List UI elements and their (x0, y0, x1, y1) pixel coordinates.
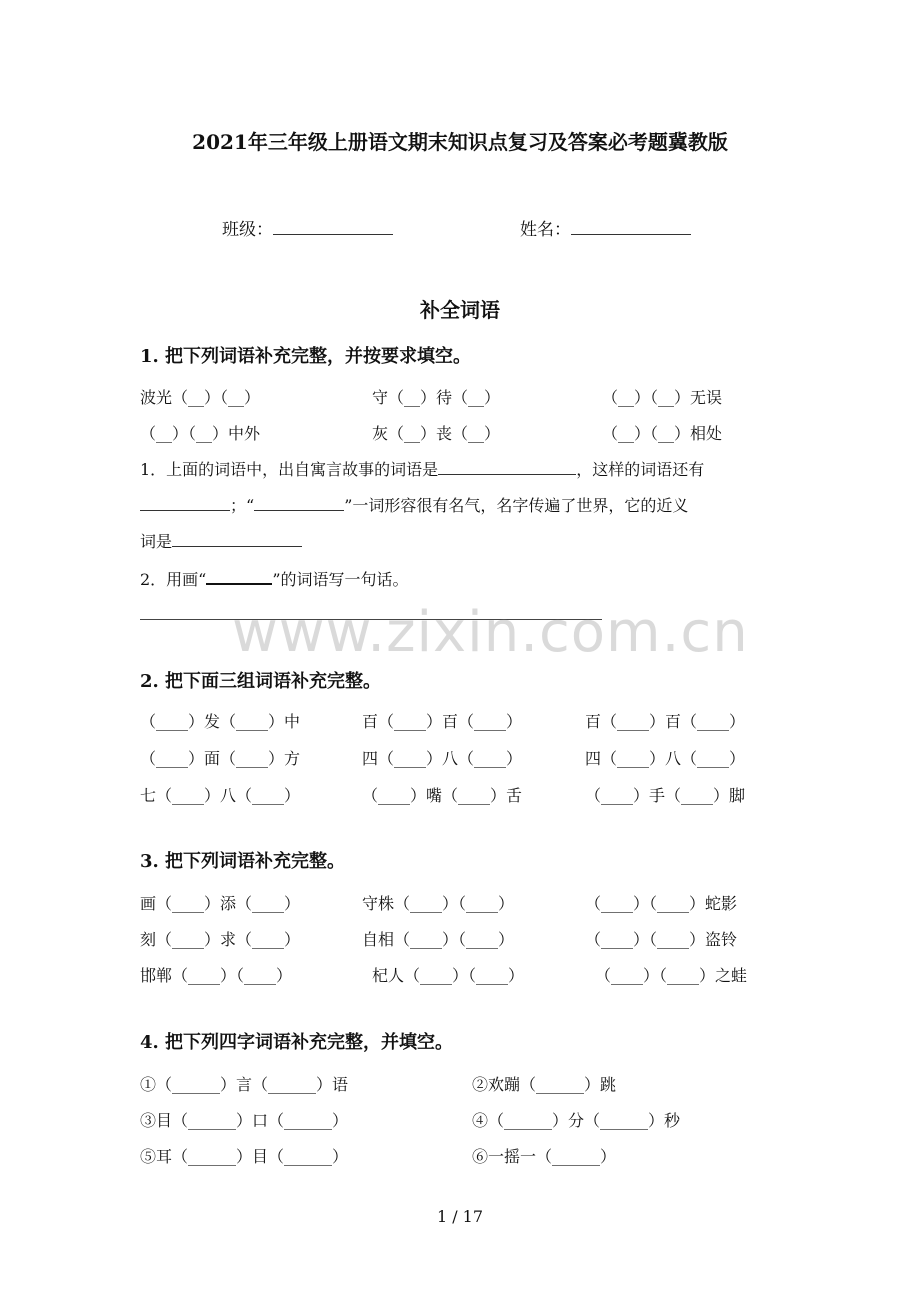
q3-item: 守株（____）（____） (362, 894, 515, 913)
section-title: 补全词语 (420, 298, 500, 322)
class-field (222, 215, 393, 240)
q3-item: （____）（____）蛇影 (585, 894, 738, 913)
q4-item: ④（______）分（______）秒 (472, 1111, 681, 1130)
q1-item: （__）（__）相处 (602, 424, 723, 443)
q1-item: 波光（__）（__） (140, 388, 261, 407)
q2-item: 七（____）八（____） (140, 786, 301, 805)
watermark: www.zixin.com.cn (232, 600, 749, 665)
q3-item: （____）（____）之蛙 (595, 966, 748, 985)
q3-heading: 3. 把下列词语补充完整。 (140, 851, 346, 872)
q1-sub1-text: 词是 (140, 532, 173, 551)
q1-sub2-text: ”的词语写一句话。 (272, 570, 409, 589)
q1-heading: 1. 把下列词语补充完整，并按要求填空。 (140, 346, 472, 367)
q1-sub1-line2 (140, 493, 688, 516)
q2-item: （____）发（____）中 (140, 712, 301, 731)
q3-item: 杞人（____）（____） (372, 966, 525, 985)
q2-heading: 2. 把下面三组词语补充完整。 (140, 671, 382, 692)
q1-sub2-text: 2．用画“ (140, 570, 207, 589)
q1-sub2-marker (206, 569, 272, 585)
q2-item: 四（____）八（____） (585, 749, 746, 768)
q1-item: 灰（__）丧（__） (372, 424, 501, 443)
q3-item: （____）（____）盗铃 (585, 930, 738, 949)
q1-item: （__）（__）中外 (140, 424, 261, 443)
class-blank[interactable] (273, 220, 393, 235)
q2-item: （____）嘴（____）舌 (362, 786, 523, 805)
page-number: 1 / 17 (436, 1207, 484, 1226)
q1-sub1-text: ；“ (230, 496, 255, 515)
q4-item: ①（______）言（______）语 (140, 1075, 349, 1094)
document-title: 2021年三年级上册语文期末知识点复习及答案必考题冀教版 (192, 130, 728, 154)
q4-item: ⑥一摇一（______） (472, 1147, 617, 1166)
q3-item: 邯郸（____）（____） (140, 966, 293, 985)
name-label: 姓名： (520, 220, 571, 240)
q1-item: （__）（__）无误 (602, 388, 723, 407)
q2-item: （____）手（____）脚 (585, 786, 746, 805)
q1-blank-synonym[interactable] (172, 532, 302, 547)
q1-blank-more[interactable] (140, 496, 230, 511)
q1-sub1-text: ”一词形容很有名气，名字传遍了世界，它的近义 (344, 496, 689, 515)
q1-blank-famous[interactable] (254, 496, 344, 511)
q2-item: 四（____）八（____） (362, 749, 523, 768)
q2-item: 百（____）百（____） (585, 712, 746, 731)
q3-item: 画（____）添（____） (140, 894, 301, 913)
q4-item: ⑤耳（______）目（______） (140, 1147, 349, 1166)
q3-item: 自相（____）（____） (362, 930, 515, 949)
q4-item: ③目（______）口（______） (140, 1111, 349, 1130)
class-label: 班级： (222, 220, 273, 240)
q1-blank-fable[interactable] (438, 460, 576, 475)
q2-item: 百（____）百（____） (362, 712, 523, 731)
q1-item: 守（__）待（__） (372, 388, 501, 407)
name-field (520, 215, 691, 240)
q1-sub1-text: 1．上面的词语中，出自寓言故事的词语是 (140, 460, 439, 479)
name-blank[interactable] (571, 220, 691, 235)
q1-sub1-line3 (140, 529, 302, 552)
q1-sub1-line1 (140, 457, 704, 480)
q4-item: ②欢蹦（______）跳 (472, 1075, 617, 1094)
q2-item: （____）面（____）方 (140, 749, 301, 768)
q1-sub2 (140, 567, 409, 590)
q4-heading: 4. 把下列四字词语补充完整，并填空。 (140, 1032, 454, 1053)
q1-sub1-text: ，这样的词语还有 (576, 460, 705, 479)
q3-item: 刻（____）求（____） (140, 930, 301, 949)
